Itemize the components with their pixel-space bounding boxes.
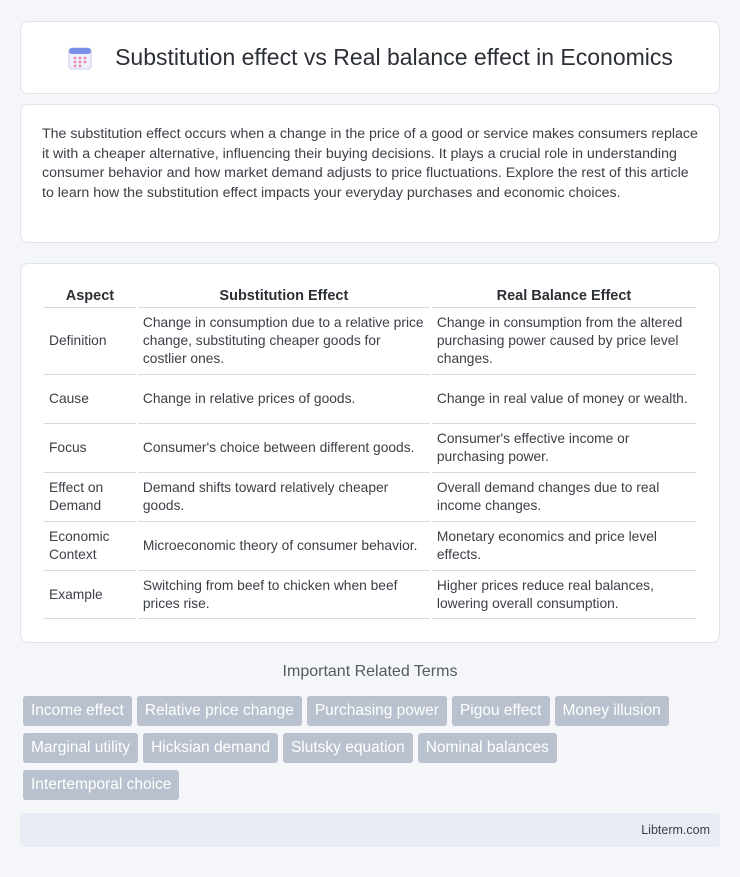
footer-site-link[interactable]: Libterm.com — [641, 823, 710, 837]
tag-slutsky-equation[interactable]: Slutsky equation — [283, 733, 413, 763]
tag-hicksian-demand[interactable]: Hicksian demand — [143, 733, 278, 763]
substitution-cell: Change in relative prices of goods. — [138, 375, 430, 424]
substitution-cell: Change in consumption due to a relative price change, substituting cheaper goods for costlier ones. — [138, 308, 430, 375]
calendar-icon — [67, 45, 93, 71]
comparison-table-card — [20, 263, 720, 643]
intro-card — [20, 104, 720, 243]
tag-nominal-balances[interactable]: Nominal balances — [418, 733, 557, 763]
real-balance-cell: Change in consumption from the altered purchasing power caused by price level changes. — [432, 308, 696, 375]
table-row — [44, 522, 696, 571]
tag-relative-price-change[interactable]: Relative price change — [137, 696, 302, 726]
real-balance-cell: Overall demand changes due to real income changes. — [432, 473, 696, 522]
aspect-cell: Definition — [44, 308, 136, 375]
aspect-cell: Example — [44, 571, 136, 619]
header-card — [20, 21, 720, 94]
table-row — [44, 375, 696, 424]
aspect-cell: Economic Context — [44, 522, 136, 571]
table-row — [44, 571, 696, 619]
real-balance-cell: Higher prices reduce real balances, lowering overall consumption. — [432, 571, 696, 619]
aspect-cell: Focus — [44, 424, 136, 473]
substitution-cell: Microeconomic theory of consumer behavior. — [138, 522, 430, 571]
header-aspect: Aspect — [44, 284, 136, 308]
table-row — [44, 308, 696, 375]
substitution-cell: Demand shifts toward relatively cheaper goods. — [138, 473, 430, 522]
page-title: Substitution effect vs Real balance effect in Economics — [115, 44, 673, 70]
related-terms-tags — [23, 696, 723, 807]
related-terms-title: Important Related Terms — [282, 663, 458, 680]
header-substitution-effect: Substitution Effect — [138, 284, 430, 308]
real-balance-cell: Consumer's effective income or purchasing power. — [432, 424, 696, 473]
real-balance-cell: Change in real value of money or wealth. — [432, 375, 696, 424]
real-balance-cell: Monetary economics and price level effects. — [432, 522, 696, 571]
tag-money-illusion[interactable]: Money illusion — [555, 696, 669, 726]
substitution-cell: Consumer's choice between different goods. — [138, 424, 430, 473]
comparison-table — [42, 284, 698, 619]
intro-text: The substitution effect occurs when a change in the price of a good or service makes consumers replace it with a cheaper alternative, influencing their buying decisions. It plays a crucial role in understanding consumer behavior and how market demand adjusts to price fluctuations. Explore the rest of this article to learn how the substitution effect impacts your everyday purchases and economic choices. — [42, 126, 698, 201]
table-header-row — [44, 284, 696, 308]
aspect-cell: Effect on Demand — [44, 473, 136, 522]
tag-pigou-effect[interactable]: Pigou effect — [452, 696, 550, 726]
tag-income-effect[interactable]: Income effect — [23, 696, 132, 726]
tag-marginal-utility[interactable]: Marginal utility — [23, 733, 138, 763]
table-row — [44, 473, 696, 522]
tag-purchasing-power[interactable]: Purchasing power — [307, 696, 447, 726]
tag-intertemporal-choice[interactable]: Intertemporal choice — [23, 770, 179, 800]
aspect-cell: Cause — [44, 375, 136, 424]
footer — [20, 813, 720, 847]
header-real-balance-effect: Real Balance Effect — [432, 284, 696, 308]
table-row — [44, 424, 696, 473]
substitution-cell: Switching from beef to chicken when beef prices rise. — [138, 571, 430, 619]
